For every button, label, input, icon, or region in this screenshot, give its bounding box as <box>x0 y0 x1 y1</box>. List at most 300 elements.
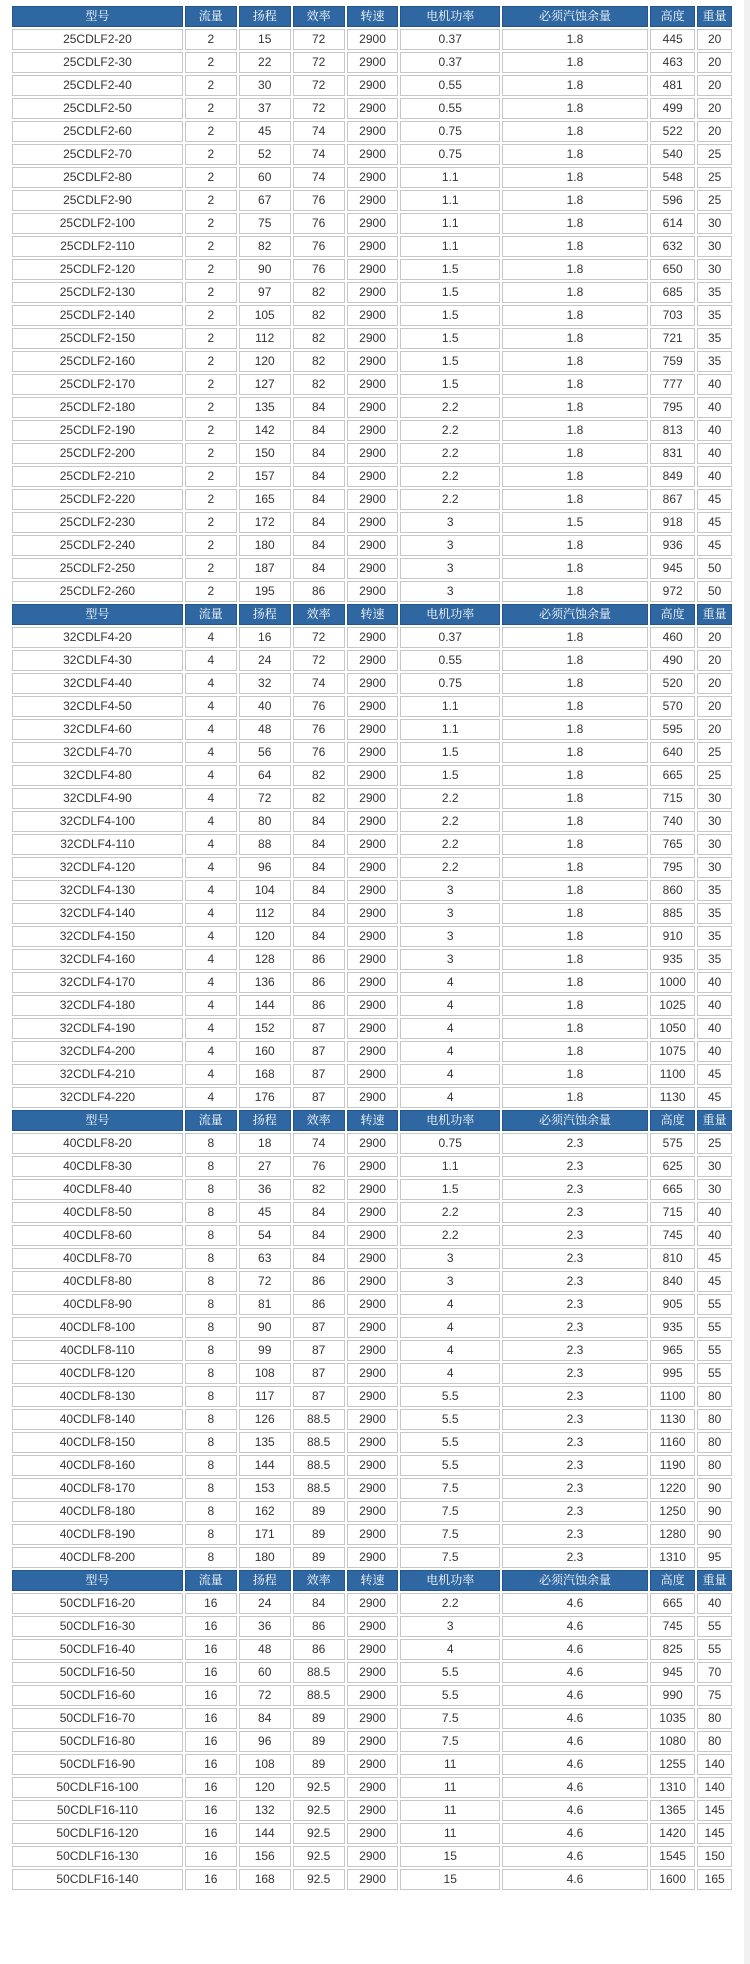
cell-head: 157 <box>239 466 291 487</box>
cell-motor-power: 11 <box>400 1823 499 1844</box>
cell-head: 45 <box>239 121 291 142</box>
cell-model: 40CDLF8-90 <box>12 1294 183 1315</box>
header-npsh: 必须汽蚀余量 <box>502 1570 648 1591</box>
cell-flow: 2 <box>185 167 237 188</box>
header-speed: 转速 <box>347 1570 399 1591</box>
header-weight: 重量 <box>697 1570 732 1591</box>
cell-motor-power: 11 <box>400 1754 499 1775</box>
header-height: 高度 <box>650 6 695 27</box>
cell-efficiency: 86 <box>293 581 345 602</box>
cell-model: 50CDLF16-110 <box>12 1800 183 1821</box>
cell-motor-power: 1.1 <box>400 719 499 740</box>
cell-model: 25CDLF2-130 <box>12 282 183 303</box>
cell-efficiency: 92.5 <box>293 1869 345 1890</box>
cell-npsh: 4.6 <box>502 1823 648 1844</box>
cell-weight: 30 <box>697 857 732 878</box>
cell-motor-power: 1.5 <box>400 765 499 786</box>
cell-head: 152 <box>239 1018 291 1039</box>
pump-spec-table <box>10 4 734 1892</box>
cell-height: 522 <box>650 121 695 142</box>
cell-flow: 8 <box>185 1386 237 1407</box>
cell-npsh: 2.3 <box>502 1225 648 1246</box>
cell-model: 25CDLF2-170 <box>12 374 183 395</box>
header-model: 型号 <box>12 6 183 27</box>
cell-npsh: 2.3 <box>502 1386 648 1407</box>
cell-flow: 2 <box>185 236 237 257</box>
cell-speed: 2900 <box>347 1432 399 1453</box>
cell-npsh: 2.3 <box>502 1340 648 1361</box>
cell-model: 32CDLF4-90 <box>12 788 183 809</box>
cell-head: 160 <box>239 1041 291 1062</box>
cell-efficiency: 84 <box>293 1248 345 1269</box>
cell-efficiency: 72 <box>293 29 345 50</box>
cell-flow: 2 <box>185 328 237 349</box>
cell-speed: 2900 <box>347 213 399 234</box>
cell-efficiency: 88.5 <box>293 1685 345 1706</box>
cell-flow: 2 <box>185 98 237 119</box>
cell-head: 180 <box>239 535 291 556</box>
cell-weight: 165 <box>697 1869 732 1890</box>
cell-npsh: 4.6 <box>502 1639 648 1660</box>
cell-height: 813 <box>650 420 695 441</box>
cell-weight: 45 <box>697 1271 732 1292</box>
cell-weight: 55 <box>697 1294 732 1315</box>
cell-height: 995 <box>650 1363 695 1384</box>
cell-motor-power: 1.1 <box>400 236 499 257</box>
cell-model: 25CDLF2-250 <box>12 558 183 579</box>
cell-npsh: 1.8 <box>502 834 648 855</box>
cell-flow: 4 <box>185 650 237 671</box>
cell-flow: 16 <box>185 1708 237 1729</box>
cell-model: 25CDLF2-230 <box>12 512 183 533</box>
cell-model: 25CDLF2-30 <box>12 52 183 73</box>
cell-height: 1130 <box>650 1087 695 1108</box>
cell-head: 96 <box>239 857 291 878</box>
header-model: 型号 <box>12 1570 183 1591</box>
cell-head: 32 <box>239 673 291 694</box>
cell-flow: 8 <box>185 1133 237 1154</box>
cell-model: 25CDLF2-200 <box>12 443 183 464</box>
cell-speed: 2900 <box>347 1616 399 1637</box>
cell-weight: 50 <box>697 581 732 602</box>
cell-weight: 35 <box>697 282 732 303</box>
cell-model: 32CDLF4-200 <box>12 1041 183 1062</box>
cell-speed: 2900 <box>347 1800 399 1821</box>
cell-motor-power: 15 <box>400 1869 499 1890</box>
cell-height: 935 <box>650 1317 695 1338</box>
cell-height: 499 <box>650 98 695 119</box>
cell-model: 40CDLF8-120 <box>12 1363 183 1384</box>
cell-head: 24 <box>239 1593 291 1614</box>
header-motor-power: 电机功率 <box>400 1110 499 1131</box>
cell-height: 703 <box>650 305 695 326</box>
cell-motor-power: 1.5 <box>400 305 499 326</box>
cell-npsh: 4.6 <box>502 1731 648 1752</box>
cell-efficiency: 84 <box>293 558 345 579</box>
cell-head: 120 <box>239 351 291 372</box>
header-speed: 转速 <box>347 1110 399 1131</box>
header-efficiency: 效率 <box>293 604 345 625</box>
table-row <box>12 650 732 671</box>
cell-height: 632 <box>650 236 695 257</box>
table-row <box>12 627 732 648</box>
cell-speed: 2900 <box>347 190 399 211</box>
cell-efficiency: 86 <box>293 995 345 1016</box>
cell-motor-power: 2.2 <box>400 1225 499 1246</box>
cell-efficiency: 84 <box>293 926 345 947</box>
cell-flow: 4 <box>185 926 237 947</box>
cell-weight: 90 <box>697 1524 732 1545</box>
cell-npsh: 1.8 <box>502 926 648 947</box>
cell-speed: 2900 <box>347 696 399 717</box>
cell-efficiency: 89 <box>293 1731 345 1752</box>
cell-flow: 4 <box>185 1064 237 1085</box>
cell-model: 25CDLF2-60 <box>12 121 183 142</box>
cell-speed: 2900 <box>347 52 399 73</box>
cell-motor-power: 1.5 <box>400 742 499 763</box>
cell-efficiency: 76 <box>293 742 345 763</box>
cell-head: 48 <box>239 1639 291 1660</box>
cell-weight: 45 <box>697 1064 732 1085</box>
cell-head: 168 <box>239 1064 291 1085</box>
table-row <box>12 489 732 510</box>
cell-height: 1080 <box>650 1731 695 1752</box>
header-weight: 重量 <box>697 6 732 27</box>
table-row <box>12 167 732 188</box>
table-row <box>12 1708 732 1729</box>
cell-head: 144 <box>239 1455 291 1476</box>
cell-efficiency: 72 <box>293 98 345 119</box>
table-row <box>12 1340 732 1361</box>
cell-weight: 20 <box>697 719 732 740</box>
table-row <box>12 282 732 303</box>
cell-model: 25CDLF2-70 <box>12 144 183 165</box>
cell-head: 112 <box>239 328 291 349</box>
cell-speed: 2900 <box>347 1179 399 1200</box>
cell-efficiency: 84 <box>293 1593 345 1614</box>
cell-speed: 2900 <box>347 1386 399 1407</box>
cell-model: 40CDLF8-130 <box>12 1386 183 1407</box>
cell-speed: 2900 <box>347 581 399 602</box>
cell-efficiency: 82 <box>293 765 345 786</box>
cell-height: 1190 <box>650 1455 695 1476</box>
cell-height: 1250 <box>650 1501 695 1522</box>
cell-height: 740 <box>650 811 695 832</box>
cell-head: 136 <box>239 972 291 993</box>
cell-speed: 2900 <box>347 121 399 142</box>
table-row <box>12 328 732 349</box>
cell-flow: 4 <box>185 834 237 855</box>
cell-npsh: 1.8 <box>502 351 648 372</box>
header-height: 高度 <box>650 1110 695 1131</box>
cell-height: 460 <box>650 627 695 648</box>
cell-head: 97 <box>239 282 291 303</box>
cell-weight: 80 <box>697 1455 732 1476</box>
cell-weight: 20 <box>697 673 732 694</box>
cell-speed: 2900 <box>347 1593 399 1614</box>
cell-head: 15 <box>239 29 291 50</box>
cell-weight: 80 <box>697 1432 732 1453</box>
cell-weight: 25 <box>697 144 732 165</box>
cell-speed: 2900 <box>347 857 399 878</box>
cell-flow: 16 <box>185 1823 237 1844</box>
table-row <box>12 259 732 280</box>
cell-height: 1075 <box>650 1041 695 1062</box>
cell-npsh: 1.8 <box>502 742 648 763</box>
cell-height: 463 <box>650 52 695 73</box>
cell-model: 25CDLF2-150 <box>12 328 183 349</box>
cell-efficiency: 89 <box>293 1501 345 1522</box>
cell-efficiency: 88.5 <box>293 1662 345 1683</box>
cell-flow: 16 <box>185 1754 237 1775</box>
cell-speed: 2900 <box>347 167 399 188</box>
cell-npsh: 1.8 <box>502 52 648 73</box>
cell-npsh: 1.8 <box>502 995 648 1016</box>
cell-model: 32CDLF4-60 <box>12 719 183 740</box>
cell-motor-power: 5.5 <box>400 1685 499 1706</box>
table-row <box>12 1064 732 1085</box>
cell-weight: 40 <box>697 1225 732 1246</box>
cell-height: 1420 <box>650 1823 695 1844</box>
cell-flow: 16 <box>185 1800 237 1821</box>
cell-weight: 80 <box>697 1731 732 1752</box>
cell-model: 25CDLF2-190 <box>12 420 183 441</box>
table-row <box>12 1041 732 1062</box>
cell-head: 72 <box>239 788 291 809</box>
cell-speed: 2900 <box>347 1455 399 1476</box>
cell-height: 1035 <box>650 1708 695 1729</box>
header-row <box>12 6 732 27</box>
cell-npsh: 1.8 <box>502 397 648 418</box>
table-row <box>12 1156 732 1177</box>
cell-weight: 150 <box>697 1846 732 1867</box>
table-row <box>12 903 732 924</box>
cell-efficiency: 82 <box>293 374 345 395</box>
cell-efficiency: 72 <box>293 650 345 671</box>
cell-flow: 2 <box>185 75 237 96</box>
cell-height: 860 <box>650 880 695 901</box>
cell-model: 40CDLF8-50 <box>12 1202 183 1223</box>
cell-head: 96 <box>239 1731 291 1752</box>
table-row <box>12 995 732 1016</box>
cell-model: 32CDLF4-220 <box>12 1087 183 1108</box>
header-npsh: 必须汽蚀余量 <box>502 6 648 27</box>
cell-speed: 2900 <box>347 1064 399 1085</box>
cell-speed: 2900 <box>347 1754 399 1775</box>
cell-efficiency: 82 <box>293 1179 345 1200</box>
cell-npsh: 1.8 <box>502 903 648 924</box>
cell-head: 104 <box>239 880 291 901</box>
cell-efficiency: 84 <box>293 903 345 924</box>
header-height: 高度 <box>650 604 695 625</box>
cell-head: 82 <box>239 236 291 257</box>
cell-npsh: 1.8 <box>502 811 648 832</box>
cell-height: 972 <box>650 581 695 602</box>
cell-npsh: 1.8 <box>502 581 648 602</box>
cell-flow: 4 <box>185 673 237 694</box>
header-motor-power: 电机功率 <box>400 604 499 625</box>
cell-motor-power: 7.5 <box>400 1547 499 1568</box>
table-row <box>12 673 732 694</box>
cell-flow: 4 <box>185 627 237 648</box>
scrollbar-track[interactable] <box>744 0 750 1964</box>
cell-speed: 2900 <box>347 282 399 303</box>
cell-motor-power: 5.5 <box>400 1455 499 1476</box>
cell-speed: 2900 <box>347 1846 399 1867</box>
cell-weight: 55 <box>697 1363 732 1384</box>
cell-npsh: 1.8 <box>502 374 648 395</box>
cell-motor-power: 0.37 <box>400 29 499 50</box>
cell-height: 1600 <box>650 1869 695 1890</box>
cell-efficiency: 86 <box>293 1616 345 1637</box>
cell-height: 905 <box>650 1294 695 1315</box>
table-row <box>12 765 732 786</box>
cell-motor-power: 2.2 <box>400 420 499 441</box>
cell-flow: 2 <box>185 466 237 487</box>
cell-flow: 2 <box>185 144 237 165</box>
cell-height: 1100 <box>650 1064 695 1085</box>
cell-height: 745 <box>650 1225 695 1246</box>
cell-flow: 2 <box>185 512 237 533</box>
cell-head: 135 <box>239 1432 291 1453</box>
table-row <box>12 1662 732 1683</box>
cell-weight: 20 <box>697 98 732 119</box>
cell-weight: 80 <box>697 1386 732 1407</box>
cell-head: 54 <box>239 1225 291 1246</box>
cell-motor-power: 4 <box>400 1363 499 1384</box>
cell-model: 32CDLF4-180 <box>12 995 183 1016</box>
cell-head: 120 <box>239 926 291 947</box>
cell-head: 84 <box>239 1708 291 1729</box>
cell-npsh: 1.8 <box>502 98 648 119</box>
cell-head: 24 <box>239 650 291 671</box>
cell-head: 168 <box>239 1869 291 1890</box>
cell-flow: 4 <box>185 880 237 901</box>
cell-model: 25CDLF2-210 <box>12 466 183 487</box>
cell-height: 825 <box>650 1639 695 1660</box>
cell-efficiency: 88.5 <box>293 1409 345 1430</box>
cell-head: 81 <box>239 1294 291 1315</box>
cell-head: 144 <box>239 995 291 1016</box>
cell-motor-power: 2.2 <box>400 397 499 418</box>
cell-efficiency: 84 <box>293 857 345 878</box>
cell-flow: 2 <box>185 351 237 372</box>
cell-speed: 2900 <box>347 144 399 165</box>
cell-npsh: 2.3 <box>502 1501 648 1522</box>
cell-model: 40CDLF8-200 <box>12 1547 183 1568</box>
cell-motor-power: 4 <box>400 995 499 1016</box>
cell-weight: 30 <box>697 213 732 234</box>
cell-npsh: 1.8 <box>502 282 648 303</box>
cell-npsh: 1.8 <box>502 765 648 786</box>
cell-height: 1310 <box>650 1547 695 1568</box>
cell-flow: 4 <box>185 719 237 740</box>
cell-head: 88 <box>239 834 291 855</box>
cell-model: 50CDLF16-100 <box>12 1777 183 1798</box>
cell-npsh: 2.3 <box>502 1409 648 1430</box>
cell-flow: 16 <box>185 1662 237 1683</box>
cell-motor-power: 5.5 <box>400 1432 499 1453</box>
cell-weight: 55 <box>697 1616 732 1637</box>
cell-height: 650 <box>650 259 695 280</box>
cell-height: 595 <box>650 719 695 740</box>
cell-npsh: 1.8 <box>502 1087 648 1108</box>
cell-speed: 2900 <box>347 1478 399 1499</box>
cell-model: 50CDLF16-40 <box>12 1639 183 1660</box>
cell-npsh: 1.8 <box>502 1064 648 1085</box>
table-row <box>12 880 732 901</box>
cell-motor-power: 0.75 <box>400 144 499 165</box>
cell-model: 50CDLF16-70 <box>12 1708 183 1729</box>
table-row <box>12 1777 732 1798</box>
cell-model: 50CDLF16-90 <box>12 1754 183 1775</box>
header-motor-power: 电机功率 <box>400 6 499 27</box>
cell-model: 32CDLF4-30 <box>12 650 183 671</box>
cell-head: 60 <box>239 167 291 188</box>
cell-model: 50CDLF16-130 <box>12 1846 183 1867</box>
cell-npsh: 4.6 <box>502 1616 648 1637</box>
cell-flow: 2 <box>185 52 237 73</box>
cell-efficiency: 82 <box>293 282 345 303</box>
cell-speed: 2900 <box>347 673 399 694</box>
cell-motor-power: 0.75 <box>400 673 499 694</box>
cell-flow: 2 <box>185 213 237 234</box>
cell-efficiency: 84 <box>293 466 345 487</box>
table-row <box>12 1363 732 1384</box>
cell-efficiency: 72 <box>293 52 345 73</box>
cell-npsh: 1.8 <box>502 558 648 579</box>
cell-height: 1545 <box>650 1846 695 1867</box>
cell-motor-power: 4 <box>400 1041 499 1062</box>
cell-speed: 2900 <box>347 397 399 418</box>
cell-efficiency: 72 <box>293 75 345 96</box>
cell-flow: 2 <box>185 190 237 211</box>
cell-speed: 2900 <box>347 1202 399 1223</box>
cell-npsh: 1.8 <box>502 788 648 809</box>
cell-head: 90 <box>239 259 291 280</box>
cell-motor-power: 4 <box>400 1018 499 1039</box>
cell-weight: 45 <box>697 512 732 533</box>
cell-flow: 16 <box>185 1869 237 1890</box>
cell-flow: 8 <box>185 1363 237 1384</box>
cell-flow: 4 <box>185 949 237 970</box>
cell-efficiency: 92.5 <box>293 1800 345 1821</box>
cell-head: 75 <box>239 213 291 234</box>
cell-npsh: 4.6 <box>502 1662 648 1683</box>
cell-npsh: 2.3 <box>502 1547 648 1568</box>
cell-model: 50CDLF16-20 <box>12 1593 183 1614</box>
cell-efficiency: 82 <box>293 305 345 326</box>
cell-head: 80 <box>239 811 291 832</box>
cell-npsh: 4.6 <box>502 1685 648 1706</box>
cell-speed: 2900 <box>347 420 399 441</box>
cell-efficiency: 87 <box>293 1041 345 1062</box>
cell-efficiency: 82 <box>293 351 345 372</box>
cell-weight: 40 <box>697 1018 732 1039</box>
cell-model: 40CDLF8-110 <box>12 1340 183 1361</box>
cell-npsh: 4.6 <box>502 1869 648 1890</box>
cell-speed: 2900 <box>347 972 399 993</box>
cell-height: 831 <box>650 443 695 464</box>
cell-npsh: 1.8 <box>502 259 648 280</box>
cell-model: 40CDLF8-170 <box>12 1478 183 1499</box>
cell-speed: 2900 <box>347 949 399 970</box>
cell-motor-power: 3 <box>400 903 499 924</box>
cell-npsh: 1.8 <box>502 420 648 441</box>
cell-head: 195 <box>239 581 291 602</box>
table-row <box>12 213 732 234</box>
cell-npsh: 1.8 <box>502 75 648 96</box>
